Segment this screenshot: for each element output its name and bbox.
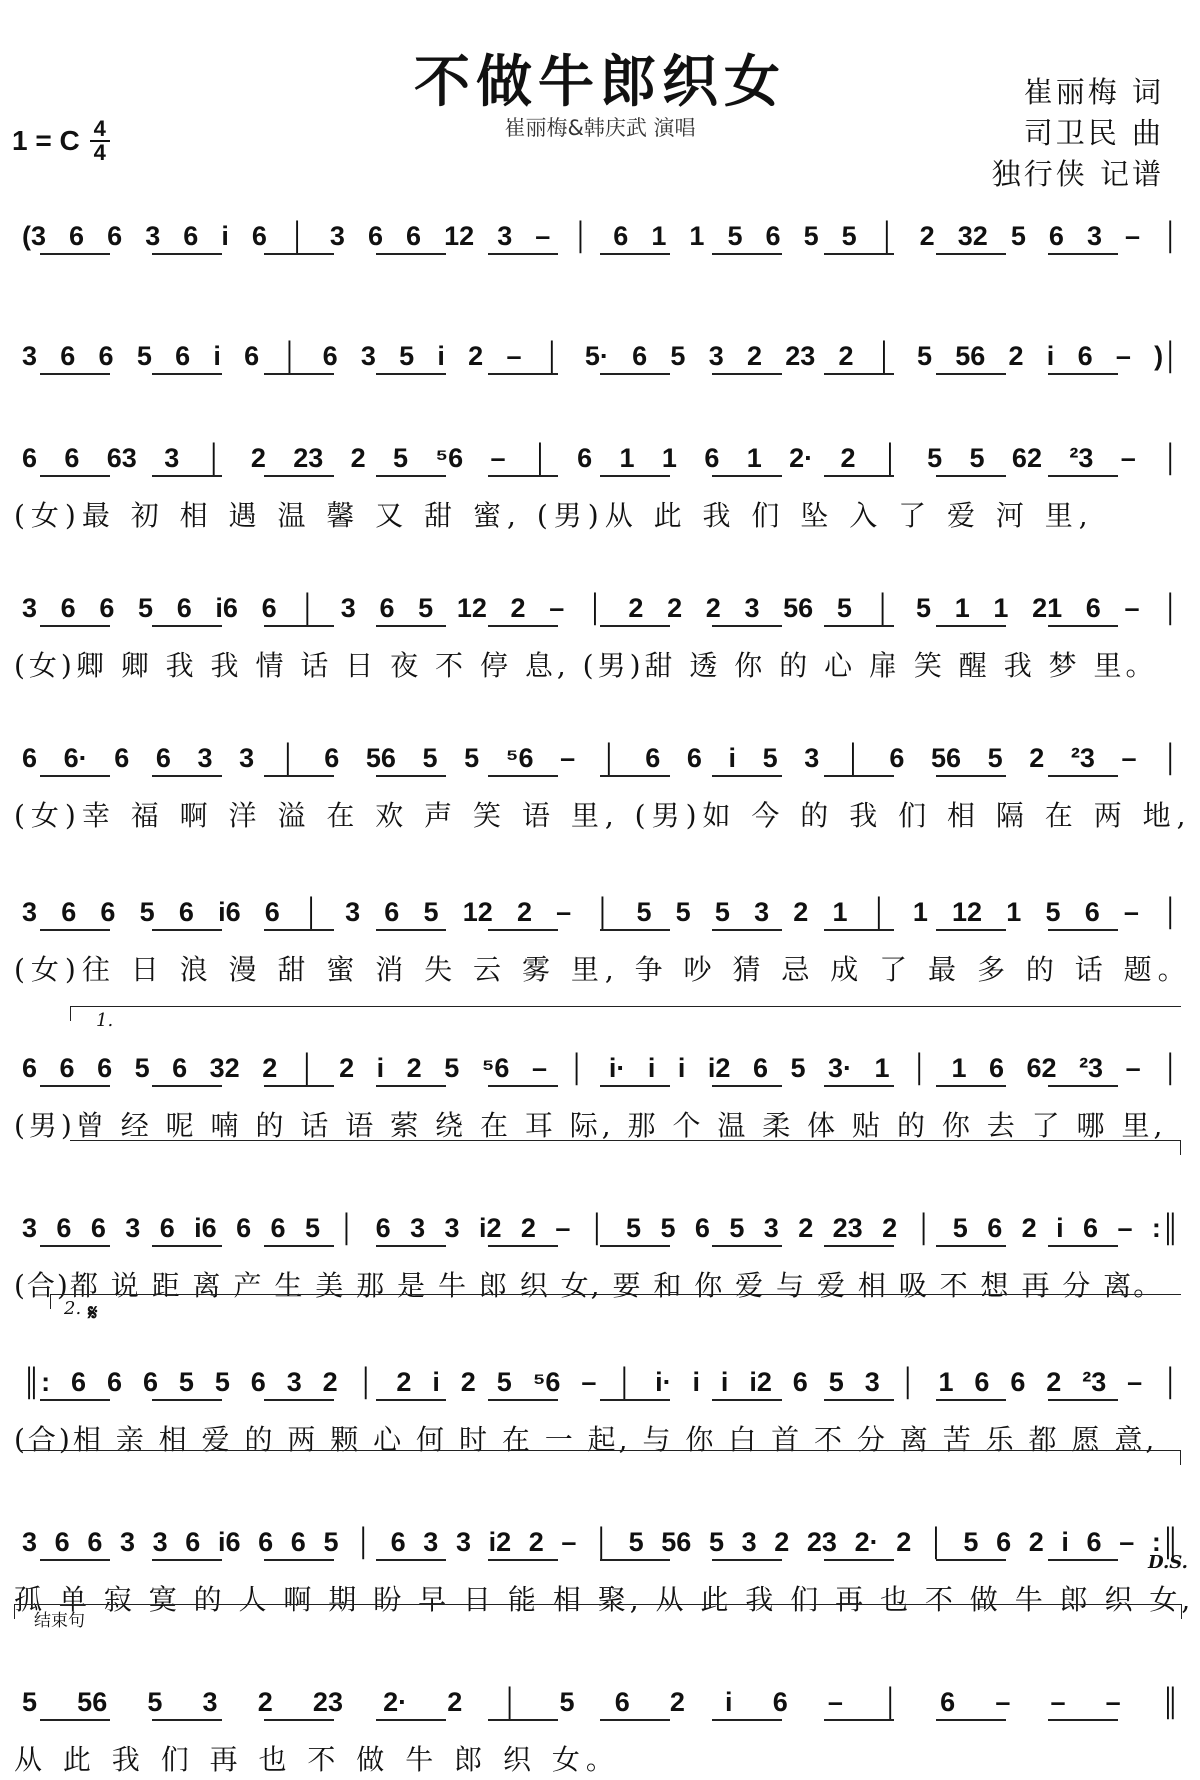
lyric-line: (女)最 初 相 遇 温 馨 又 甜 蜜, (男)从 此 我 们 坠 入 了 爱 河 里, [14, 499, 1094, 532]
first-ending-bracket [70, 1006, 1181, 1021]
time-signature [90, 118, 110, 164]
beam-lines [0, 334, 1200, 384]
transcriber-credit: 独行侠 记谱 [991, 157, 1164, 191]
beam-lines [0, 1206, 1200, 1256]
note-line: 6 6 6 5 6 32 2 │ 2 i 2 5 ⁵6 – │ i· i i i2 6 5 3· 1 │ 1 6 62 ²3 – │ [22, 1053, 1180, 1083]
first-ending-bracket-end [70, 1140, 1181, 1155]
composer-credit: 司卫民 曲 [1023, 116, 1164, 150]
lyric-line: (女)往 日 浪 漫 甜 蜜 消 失 云 雾 里, 争 吵 猜 忌 成 了 最 多 的 话 题。 [14, 953, 1192, 986]
notes-row [0, 1206, 1200, 1250]
lyric-line: 孤 单 寂 寞 的 人 啊 期 盼 早 日 能 相 聚, 从 此 我 们 再 也 不 做 牛 郎 织 女, [14, 1583, 1195, 1616]
beam-lines [0, 1360, 1200, 1410]
ds-marking: D.S. [1148, 1552, 1188, 1573]
time-signature-bottom: 4 [93, 140, 106, 165]
beam-lines [0, 436, 1200, 486]
second-ending-label: 2. [64, 1298, 82, 1319]
beam-lines [0, 890, 1200, 940]
lyric-line: (合)都 说 距 离 产 生 美 那 是 牛 郎 织 女, 要 和 你 爱 与 爱 相 吸 不 想 再 分 离。 [14, 1269, 1164, 1302]
note-line: 3 6 6 5 6 i6 6 │ 3 6 5 12 2 – │ 2 2 2 3 56 5 │ 5 1 1 21 6 – │ [22, 593, 1180, 623]
lyricist-credit: 崔丽梅 词 [1023, 75, 1164, 109]
beam-lines [0, 1680, 1200, 1730]
note-line: 5 56 5 3 2 23 2· 2 │ 5 6 2 i 6 – │ 6 – – – ║ [22, 1687, 1180, 1717]
notes-row [0, 736, 1200, 780]
notes-row [0, 586, 1200, 630]
note-line: 6 6· 6 6 3 3 │ 6 56 5 5 ⁵6 – │ 6 6 i 5 3 │ 6 56 5 2 ²3 – │ [22, 743, 1180, 773]
coda-bracket [14, 1604, 1182, 1619]
time-signature-top: 4 [93, 116, 106, 141]
note-line: 3 6 6 3 6 i6 6 6 5 │ 6 3 3 i2 2 – │ 5 5 6 5 3 2 23 2 │ 5 6 2 i 6 – :║ [22, 1213, 1180, 1243]
notes-row [0, 1360, 1200, 1404]
note-line: 3 6 6 5 6 i 6 │ 6 3 5 i 2 – │ 5· 6 5 3 2 23 2 │ 5 56 2 i 6 – )│ [22, 341, 1180, 371]
notes-row [0, 334, 1200, 378]
notes-row [0, 1046, 1200, 1090]
lyric-line: (女)幸 福 啊 洋 溢 在 欢 声 笑 语 里, (男)如 今 的 我 们 相 隔 在 两 地, [14, 799, 1192, 832]
notes-row [0, 436, 1200, 480]
note-line: 3 6 6 3 3 6 i6 6 6 5 │ 6 3 3 i2 2 – │ 5 56 5 3 2 23 2· 2 │ 5 6 2 i 6 – :║ [22, 1527, 1180, 1557]
lyric-line: (女)卿 卿 我 我 情 话 日 夜 不 停 息, (男)甜 透 你 的 心 扉 笑 醒 我 梦 里。 [14, 649, 1158, 682]
second-ending-bracket [50, 1294, 1181, 1309]
beam-lines [0, 1520, 1200, 1570]
second-ending-bracket-end [20, 1450, 1181, 1465]
notes-row [0, 1520, 1200, 1564]
coda-label: 结束句 [34, 1611, 85, 1631]
note-line: 3 6 6 5 6 i6 6 │ 3 6 5 12 2 – │ 5 5 5 3 2 1 │ 1 12 1 5 6 – │ [22, 897, 1180, 927]
singers-credit: 崔丽梅&韩庆武 演唱 [504, 116, 696, 140]
notes-row [0, 890, 1200, 934]
key-label: 1 = C [12, 125, 80, 156]
notes-row [0, 1680, 1200, 1724]
note-line: (3 6 6 3 6 i 6 │ 3 6 6 12 3 – │ 6 1 1 5 6 5 5 │ 2 32 5 6 3 – │ [22, 221, 1180, 251]
first-ending-label: 1. [96, 1010, 114, 1031]
notes-row [0, 214, 1200, 258]
key-signature [12, 118, 110, 164]
song-title: 不做牛郎织女 [414, 49, 786, 115]
beam-lines [0, 586, 1200, 636]
beam-lines [0, 214, 1200, 264]
lyric-line: (男)曾 经 呢 喃 的 话 语 萦 绕 在 耳 际, 那 个 温 柔 体 贴 的 你 去 了 哪 里, [14, 1109, 1167, 1142]
segno-sign: 𝄋 [88, 1300, 98, 1326]
note-line: ║: 6 6 6 5 5 6 3 2 │ 2 i 2 5 ⁵6 – │ i· i i i2 6 5 3 │ 1 6 6 2 ²3 – │ [22, 1367, 1180, 1397]
credits [992, 72, 1164, 195]
lyric-line: (合)相 亲 相 爱 的 两 颗 心 何 时 在 一 起, 与 你 白 首 不 分 离 苦 乐 都 愿 意, [14, 1423, 1158, 1456]
beam-lines [0, 1046, 1200, 1096]
beam-lines [0, 736, 1200, 786]
note-line: 6 6 63 3 │ 2 23 2 5 ⁵6 – │ 6 1 1 6 1 2· 2 │ 5 5 62 ²3 – │ [22, 443, 1180, 473]
lyric-line: 从 此 我 们 再 也 不 做 牛 郎 织 女。 [14, 1743, 620, 1776]
